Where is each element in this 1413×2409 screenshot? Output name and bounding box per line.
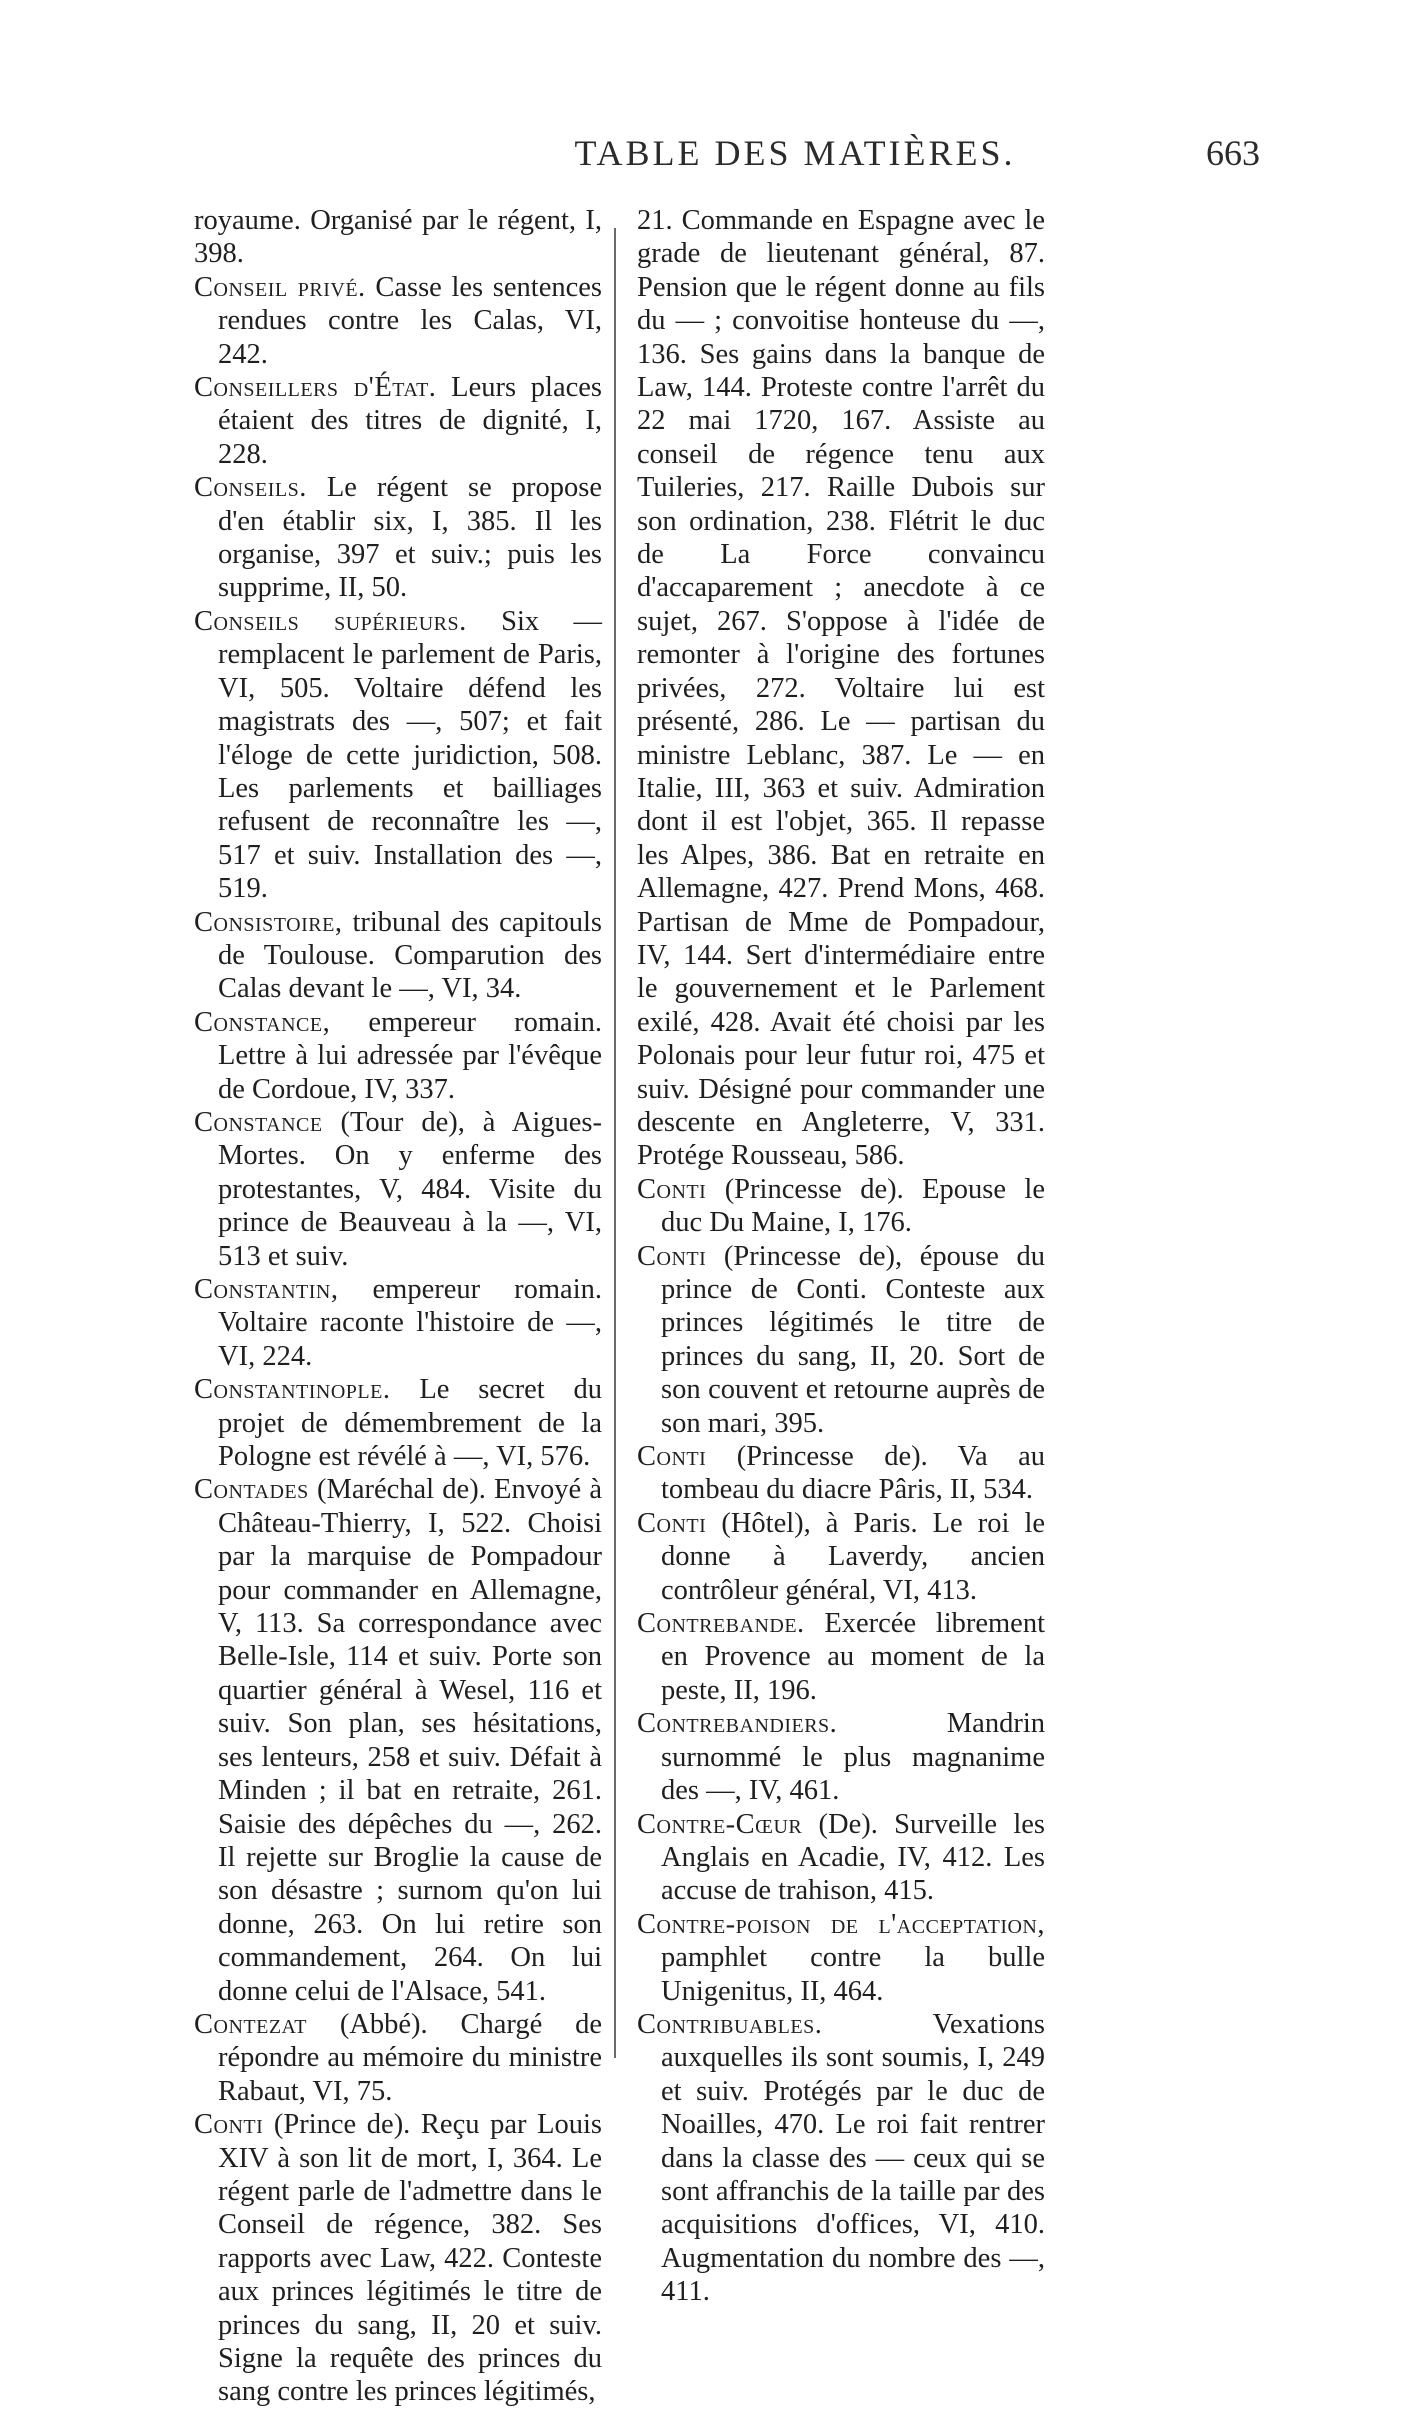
entry-head: Constance, <box>194 1006 331 1038</box>
entry-head: Contrebande. <box>637 1608 805 1640</box>
index-entry <box>194 1006 602 1106</box>
index-entry <box>194 1106 602 1273</box>
entry-text: (Princesse de), épouse du prince de Conti. Conteste aux princes légitimés le titre de princes du sang, II, 20. Sort de son couvent et retourne auprès de son mari, 395. <box>661 1240 1045 1439</box>
index-entry <box>637 204 1045 1173</box>
entry-head: Conti <box>637 1173 707 1205</box>
index-entry <box>194 605 602 906</box>
entry-head: Constantinople. <box>194 1374 391 1406</box>
entry-text: (Abbé). Chargé de répondre au mémoire du ministre Rabaut, VI, 75. <box>218 2008 602 2107</box>
index-entry <box>194 471 602 605</box>
entry-text: royaume. Organisé par le régent, I, 398. <box>194 205 602 270</box>
entry-head: Constantin, <box>194 1274 339 1305</box>
column-divider <box>614 228 616 2058</box>
entry-text: Six — remplacent le parlement de Paris, VI, 505. Voltaire défend les magistrats des —, 507; et fait l'éloge de cette juridiction, 508. Les parlements et bailliages refusent de reconnaître les —, 517 et suiv. Installation des —, 519. <box>218 605 602 905</box>
index-entry <box>637 1707 1045 1807</box>
running-head <box>330 132 1260 176</box>
entry-text: Exercée librement en Provence au moment de la peste, II, 196. <box>661 1608 1045 1706</box>
index-entry <box>637 2008 1045 2309</box>
index-entry <box>637 1808 1045 1908</box>
index-entry <box>194 1373 602 1473</box>
index-entry <box>194 1273 602 1373</box>
entry-head: Conti <box>637 1507 707 1539</box>
entry-head: Consistoire, <box>194 906 343 938</box>
entry-text: Leurs places étaient des titres de dignité, I, 228. <box>218 372 602 470</box>
index-entry <box>637 1908 1045 2008</box>
index-entry <box>637 1240 1045 1440</box>
entry-head: Constance <box>194 1106 323 1138</box>
page-number: 663 <box>1206 133 1260 173</box>
index-entry <box>637 1440 1045 1507</box>
index-entry <box>194 906 602 1006</box>
entry-text: (Princesse de). Epouse le duc Du Maine, I, 176. <box>661 1173 1045 1239</box>
entry-head: Contades <box>194 1474 309 1506</box>
index-entry <box>194 371 602 471</box>
entry-head: Contre-poison de l'acceptation, <box>637 1908 1045 1940</box>
entry-head: Conti <box>194 2109 264 2141</box>
entry-text: (Hôtel), à Paris. Le roi le donne à Laverdy, ancien contrôleur général, VI, 413. <box>661 1507 1046 1606</box>
right-column <box>637 204 1045 2309</box>
left-column <box>194 204 602 2409</box>
index-entry <box>637 1507 1045 1607</box>
running-title: TABLE DES MATIÈRES. <box>574 133 1016 173</box>
index-entry <box>194 1473 602 2008</box>
entry-head: Conti <box>637 1441 707 1473</box>
entry-text: (Princesse de). Va au tombeau du diacre Pâris, II, 534. <box>661 1441 1045 1506</box>
entry-head: Contezat <box>194 2008 307 2040</box>
entry-text: tribunal des capitouls de Toulouse. Comparution des Calas devant le —, VI, 34. <box>218 906 603 1005</box>
index-entry <box>194 204 602 271</box>
entry-text: Le secret du projet de démembrement de la Pologne est révélé à —, VI, 576. <box>218 1374 602 1473</box>
entry-text: pamphlet contre la bulle Unigenitus, II, 464. <box>661 1942 1045 2007</box>
index-entry <box>194 2008 602 2108</box>
entry-text: (De). Surveille les Anglais en Acadie, IV, 412. Les accuse de trahison, 415. <box>661 1808 1045 1907</box>
entry-text: empereur romain. Voltaire raconte l'histoire de —, VI, 224. <box>218 1274 603 1372</box>
entry-head: Contribuables. <box>637 2008 823 2040</box>
entry-text: Casse les sentences rendues contre les Calas, VI, 242. <box>218 271 602 370</box>
entry-text: Le régent se propose d'en établir six, I, 385. Il les organise, 397 et suiv.; puis les supprime, II, 50. <box>218 472 602 604</box>
entry-head: Conseillers d'État. <box>194 372 437 404</box>
entry-text: empereur romain. Lettre à lui adressée par l'évêque de Cordoue, IV, 337. <box>218 1006 602 1105</box>
index-entry <box>194 2108 602 2409</box>
entry-text: 21. Commande en Espagne avec le grade de lieutenant général, 87. Pension que le régent donne au fils du — ; convoitise honteuse du —, 136. Ses gains dans la banque de Law, 144. Proteste contre l'arrêt du 22 mai 1720, 167. Assiste au conseil de régence tenu aux Tuileries, 217. Raille Dubois sur son ordination, 238. Flétrit le duc de La Force convaincu d'accaparement ; anecdote à ce sujet, 267. S'oppose à l'idée de remonter à l'origine des fortunes privées, 272. Voltaire lui est présenté, 286. Le — partisan du ministre Leblanc, 387. Le — en Italie, III, 363 et suiv. Admiration dont il est l'objet, 365. Il repasse les Alpes, 386. Bat en retraite en Allemagne, 427. Prend Mons, 468. Partisan de Mme de Pompadour, IV, 144. Sert d'intermédiaire entre le gouvernement et le Parlement exilé, 428. Avait été choisi par les Polonais pour leur futur roi, 475 et suiv. Désigné pour commander une descente en Angleterre, V, 331. Protége Rousseau, 586. <box>637 205 1045 1172</box>
entry-head: Conseils supérieurs. <box>194 605 467 637</box>
entry-text: (Prince de). Reçu par Louis XIV à son lit de mort, I, 364. Le régent parle de l'admettre dans le Conseil de régence, 382. Ses rapports avec Law, 422. Conteste aux princes légitimés le titre de princes du sang, II, 20 et suiv. Signe la requête des princes du sang contre les princes légitimés, <box>218 2109 602 2408</box>
entry-head: Contre-Cœur <box>637 1808 803 1840</box>
entry-head: Conti <box>637 1240 707 1272</box>
entry-head: Contrebandiers. <box>637 1708 838 1740</box>
entry-text: Vexations auxquelles ils sont soumis, I, 249 et suiv. Protégés par le duc de Noailles, 470. Le roi fait rentrer dans la classe des — ceux qui se sont affranchis de la taille par des acquisitions d'offices, VI, 410. Augmentation du nombre des —, 411. <box>661 2008 1045 2308</box>
entry-head: Conseils. <box>194 472 307 504</box>
entry-text: (Maréchal de). Envoyé à Château-Thierry, I, 522. Choisi par la marquise de Pompadour pour commander en Allemagne, V, 113. Sa correspondance avec Belle-Isle, 114 et suiv. Porte son quartier général à Wesel, 116 et suiv. Son plan, ses hésitations, ses lenteurs, 258 et suiv. Défait à Minden ; il bat en retraite, 261. Saisie des dépêches du —, 262. Il rejette sur Broglie la cause de son désastre ; surnom qu'on lui donne, 263. On lui retire son commandement, 264. On lui donne celui de l'Alsace, 541. <box>218 1474 602 2007</box>
entry-text: Mandrin surnommé le plus magnanime des —, IV, 461. <box>661 1708 1045 1807</box>
index-entry <box>637 1607 1045 1707</box>
index-entry <box>637 1173 1045 1240</box>
index-entry <box>194 271 602 371</box>
entry-text: (Tour de), à Aigues-Mortes. On y enferme des protestantes, V, 484. Visite du prince de Beauveau à la —, VI, 513 et suiv. <box>218 1106 602 1272</box>
entry-head: Conseil privé. <box>194 271 366 303</box>
